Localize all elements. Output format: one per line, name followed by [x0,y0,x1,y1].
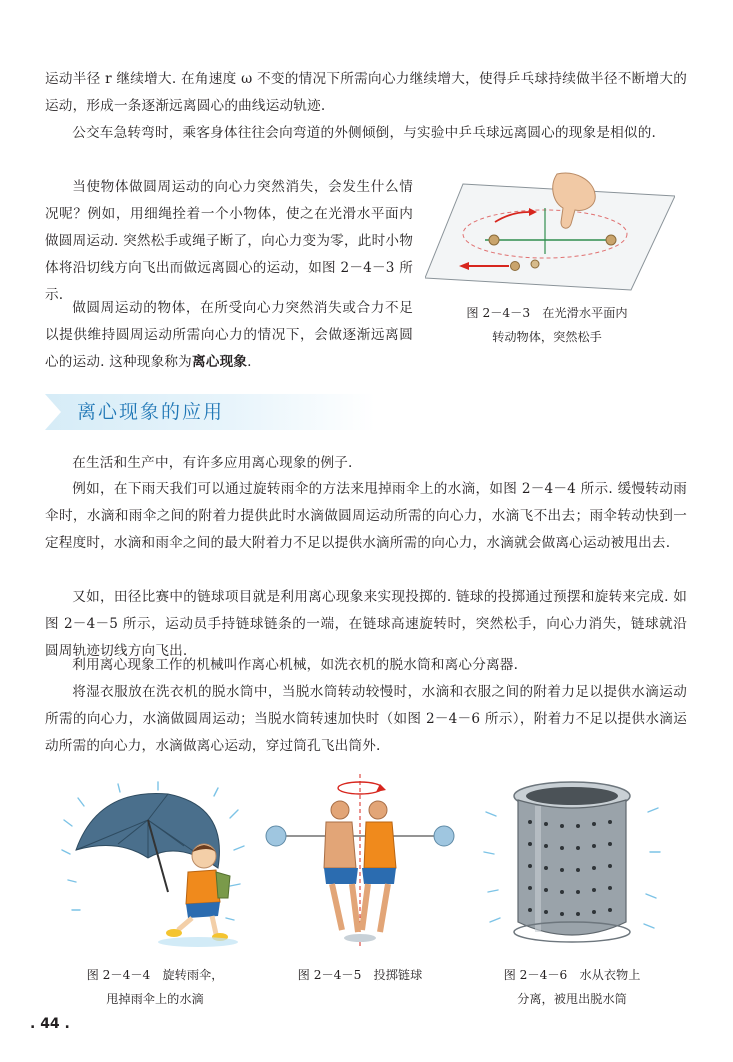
figure-spin-dryer-drum [482,772,662,952]
athlete-torso-1 [324,822,356,868]
flying-object-2 [531,260,539,268]
boy-leg-right [212,916,216,934]
paragraph-centrifugal-machines: 利用离心现象工作的机械叫作离心机械，如洗衣机的脱水筒和离心分离器. [72,657,519,673]
boy-shirt [186,870,220,904]
puddle [158,937,238,947]
paragraph-applications-intro: 在生活和生产中，有许多应用离心现象的例子. [72,455,353,471]
flying-object [511,262,520,271]
term-centrifugal-phenomenon: 离心现象 [191,354,248,370]
caption-line: 分离，被甩出脱水筒 [517,992,627,1006]
paragraph-bus-turn: 公交车急转弯时，乘客身体往往会向弯道的外侧倾倒，与实验中乒乓球远离圆心的现象是相似的. [72,125,657,141]
athlete-shoes [344,934,376,942]
small-object [489,235,499,245]
paragraph-umbrella-example: 例如，在下雨天我们可以通过旋转雨伞的方法来甩掉雨伞上的水滴，如图 2－4－4 所示. 缓慢转动雨伞时，水滴和雨伞之间的附着力提供此时水滴做圆周运动所需的向心力，水滴飞不出去；雨伞转动快到一定程度时，水滴和雨伞之间的最大附着力不足以提供水滴所需的向心力，水滴就会做离心运动被甩出去. [45,481,687,551]
section-title: 离心现象的应用 [77,401,225,423]
caption-line: 转动物体，突然松手 [492,330,602,344]
boy-shorts [186,902,220,918]
page-number: . 44 . [30,1016,70,1032]
definition-text: 做圆周运动的物体，在所受向心力突然消失或合力不足以提供维持圆周运动所需向心力的情况下，会做逐渐远离圆心的运动. 这种现象称为 [45,300,413,370]
small-object-2 [606,235,616,245]
athlete-shorts-2 [362,868,396,884]
paragraph-hammer-throw: 又如，田径比赛中的链球项目就是利用离心现象来实现投掷的. 链球的投掷通过预摆和旋转来完成. 如图 2－4－5 所示，运动员手持链球链条的一端，在链球高速旋转时，突然松手，向心力消失，链球就沿圆周轨迹切线方向飞出. [45,589,687,659]
smooth-plane [425,184,675,290]
rotation-arrowhead [376,784,386,792]
paragraph-spin-dryer: 将湿衣服放在洗衣机的脱水筒中，当脱水筒转动较慢时，水滴和衣服之间的附着力足以提供水滴运动所需的向心力，水滴做圆周运动；当脱水筒转速加快时（如图 2－4－6 所示），附着力不足以提供水滴运动所需的向心力，水滴做离心运动，穿过筒孔飞出筒外. [45,684,687,754]
athlete-torso-2 [364,822,396,868]
definition-period: . [247,354,252,370]
athlete-head-1 [331,801,349,819]
figure-caption-2-4-4 [70,963,240,1011]
paragraph-centrifugal-definition [45,295,413,376]
boy-shoe-left [166,929,182,937]
boy-leg-left [178,918,192,930]
caption-line: 甩掉雨伞上的水滴 [106,992,204,1006]
figure-caption-2-4-5 [270,963,450,987]
hammer-ball-right [434,826,454,846]
figure-smooth-plane-release [425,168,675,294]
caption-line: 图 2－4－3 在光滑水平面内 [466,306,628,320]
figure-caption-2-4-6 [482,963,662,1011]
hammer-ball-left [266,826,286,846]
section-chevron [45,394,61,430]
paragraph-radius-increase: 运动半径 r 继续增大. 在角速度 ω 不变的情况下所需向心力继续增大，使得乒乓球持续做半径不断增大的运动，形成一条逐渐远离圆心的曲线运动轨迹. [45,71,687,114]
figure-spinning-umbrella [58,780,250,950]
caption-line: 图 2－4－6 水从衣物上 [503,968,641,982]
figure-hammer-throw [262,770,458,950]
backpack [216,872,230,898]
caption-line: 图 2－4－5 投掷链球 [297,968,423,982]
figure-caption-2-4-3 [447,301,647,349]
paragraph-force-disappears: 当使物体做圆周运动的向心力突然消失，会发生什么情况呢？例如，用细绳拴着一个小物体，使之在光滑水平面内做圆周运动. 突然松手或绳子断了，向心力变为零，此时小物体将沿切线方向飞出而做远离圆心的运动，如图 2－4－3 所示. [45,179,413,303]
athlete-shorts-1 [324,868,358,884]
caption-line: 图 2－4－4 旋转雨伞， [86,968,224,982]
athlete-head-2 [369,801,387,819]
section-heading-bar [45,394,375,430]
drum-opening [526,787,618,805]
